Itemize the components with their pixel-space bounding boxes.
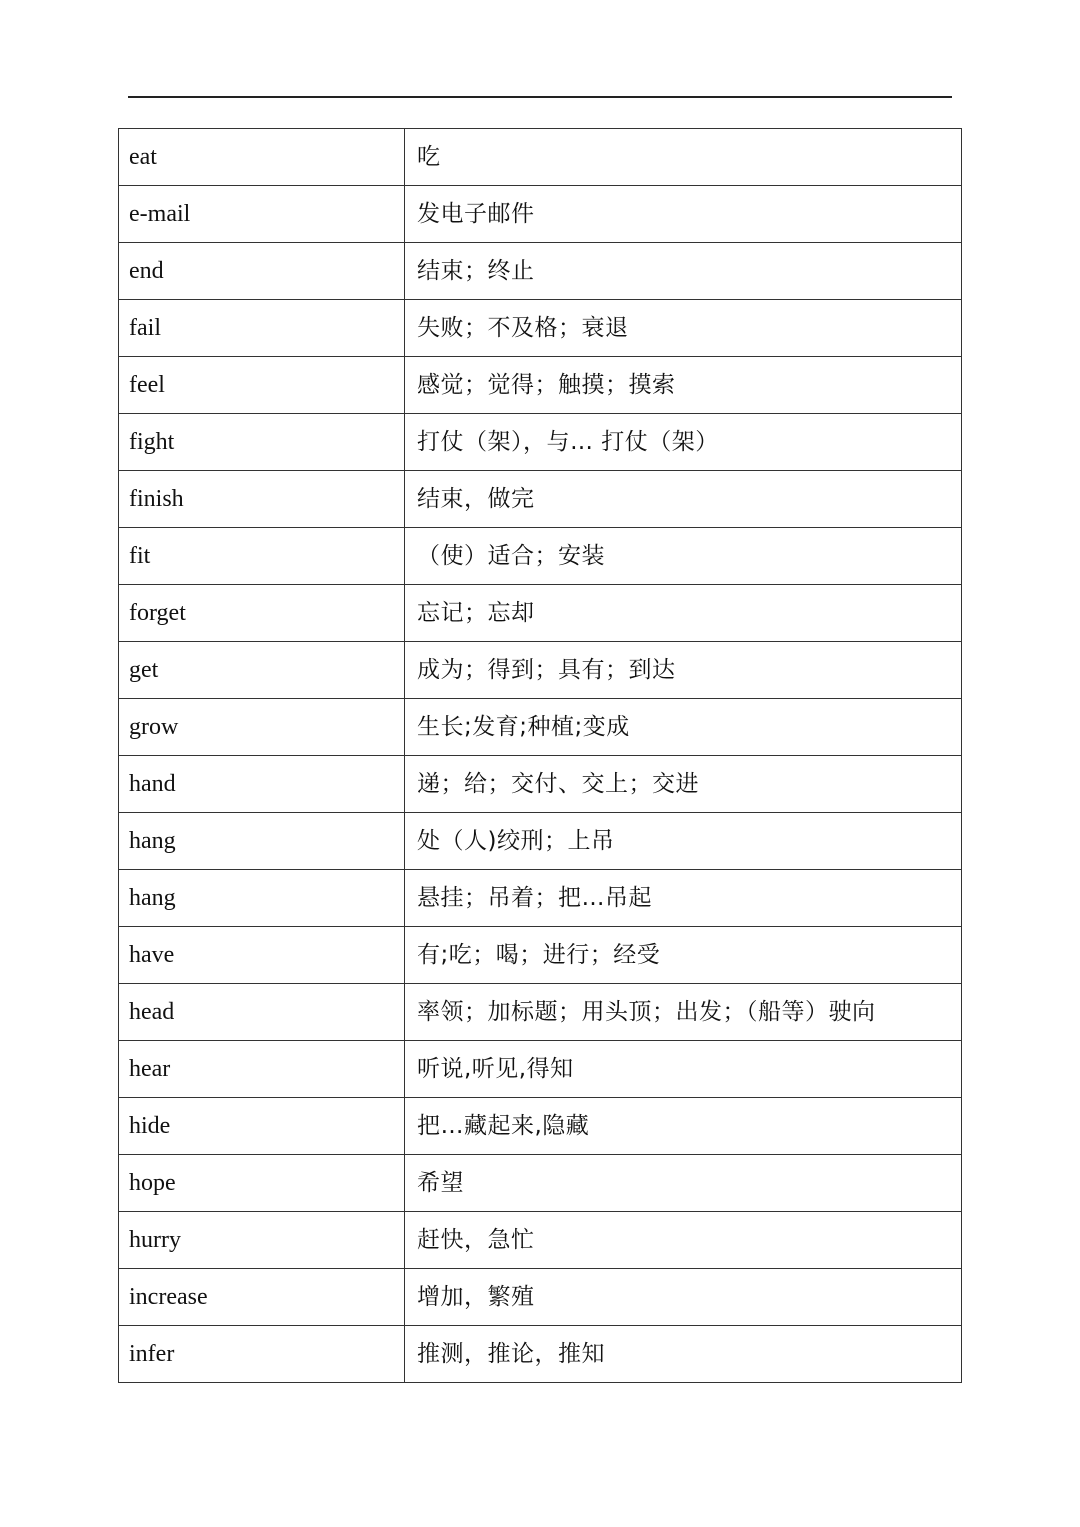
word-cell: have [119,927,405,984]
header-rule [128,96,952,98]
meaning-cell: 生长;发育;种植;变成 [405,699,962,756]
word-cell: increase [119,1269,405,1326]
word-cell: forget [119,585,405,642]
word-cell: fit [119,528,405,585]
word-cell: eat [119,129,405,186]
meaning-cell: 听说,听见,得知 [405,1041,962,1098]
word-cell: fight [119,414,405,471]
table-row [119,129,962,186]
word-cell: feel [119,357,405,414]
word-cell: fail [119,300,405,357]
table-row [119,585,962,642]
table-row [119,357,962,414]
vocabulary-table [118,128,962,1383]
table-row [119,927,962,984]
meaning-cell: 忘记；忘却 [405,585,962,642]
meaning-cell: 赶快，急忙 [405,1212,962,1269]
meaning-cell: 把…藏起来,隐藏 [405,1098,962,1155]
table-row [119,756,962,813]
word-cell: hurry [119,1212,405,1269]
table-row [119,642,962,699]
table-row [119,1212,962,1269]
word-cell: get [119,642,405,699]
word-cell: head [119,984,405,1041]
table-row [119,471,962,528]
meaning-cell: （使）适合；安装 [405,528,962,585]
vocabulary-table-body [119,129,962,1383]
table-row [119,300,962,357]
meaning-cell: 希望 [405,1155,962,1212]
meaning-cell: 吃 [405,129,962,186]
word-cell: grow [119,699,405,756]
meaning-cell: 发电子邮件 [405,186,962,243]
meaning-cell: 感觉；觉得；触摸；摸索 [405,357,962,414]
table-row [119,414,962,471]
word-cell: hear [119,1041,405,1098]
meaning-cell: 结束，做完 [405,471,962,528]
table-row [119,813,962,870]
word-cell: hang [119,813,405,870]
table-row [119,1041,962,1098]
word-cell: finish [119,471,405,528]
word-cell: hope [119,1155,405,1212]
meaning-cell: 增加，繁殖 [405,1269,962,1326]
meaning-cell: 推测，推论，推知 [405,1326,962,1383]
meaning-cell: 递；给；交付、交上；交进 [405,756,962,813]
meaning-cell: 有;吃；喝；进行；经受 [405,927,962,984]
word-cell: hide [119,1098,405,1155]
table-row [119,1269,962,1326]
word-cell: infer [119,1326,405,1383]
word-cell: hand [119,756,405,813]
meaning-cell: 结束；终止 [405,243,962,300]
table-row [119,243,962,300]
word-cell: hang [119,870,405,927]
meaning-cell: 率领；加标题；用头顶；出发；（船等）驶向 [405,984,962,1041]
meaning-cell: 失败；不及格；衰退 [405,300,962,357]
meaning-cell: 打仗（架），与… 打仗（架） [405,414,962,471]
table-row [119,186,962,243]
meaning-cell: 处（人)绞刑；上吊 [405,813,962,870]
table-row [119,528,962,585]
table-row [119,1326,962,1383]
meaning-cell: 成为；得到；具有；到达 [405,642,962,699]
table-row [119,870,962,927]
meaning-cell: 悬挂；吊着；把…吊起 [405,870,962,927]
table-row [119,984,962,1041]
table-row [119,699,962,756]
word-cell: e-mail [119,186,405,243]
table-row [119,1098,962,1155]
word-cell: end [119,243,405,300]
table-row [119,1155,962,1212]
